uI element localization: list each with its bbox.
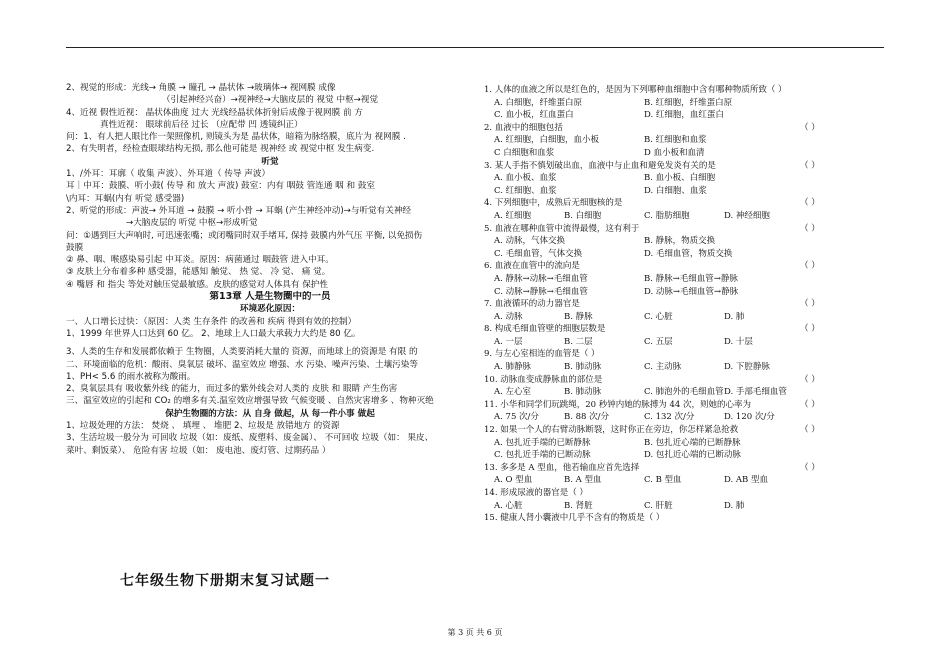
option: D. 红细胞，血红蛋白 — [644, 110, 724, 121]
note-line: ④ 嘴唇 和 指尖 等处对触压觉最敏感。皮肤的感觉对人体具有 保护性 — [66, 279, 328, 290]
option-row — [484, 437, 884, 450]
question-stem — [484, 84, 884, 97]
question-stem — [484, 424, 884, 437]
question-stem — [484, 399, 884, 412]
option: A. 血小板、血浆 — [494, 173, 557, 184]
question-text: 13. 多多是 A 型血，他若输血应首先选择 — [484, 462, 640, 473]
option: D. AB 型血 — [724, 475, 769, 486]
question-text: 10. 动脉血变成静脉血的部位是 — [484, 374, 603, 385]
note-line: 4、近视 假性近视： 晶状体曲度 过大 光线经晶状体折射后成像于视网膜 前 方 — [66, 107, 363, 118]
option: D 血小板和血清 — [644, 147, 705, 158]
option: C. B 型血 — [644, 475, 682, 486]
answer-bracket: （ ） — [800, 122, 820, 133]
option-row — [484, 185, 884, 198]
option: C. 肝脏 — [644, 500, 673, 511]
question-text: 15. 健康人肾小囊液中几乎不含有的物质是（ ） — [484, 513, 665, 524]
note-line: 2、臭氧层具有 吸收紫外线 的能力，而过多的紫外线会对人类的 皮肤 和 眼睛 产生伤害 — [66, 384, 398, 395]
option: D. 包扎近心端的已断动脉 — [644, 450, 741, 461]
option: B. 静脉，物质交换 — [644, 236, 716, 247]
question-text: 14. 形成尿液的器官是（ ） — [484, 488, 588, 498]
option-row — [484, 386, 884, 399]
exam-title: 七年级生物下册期末复习试题一 — [120, 573, 330, 589]
answer-bracket: （ ） — [800, 261, 820, 272]
option: B. 二层 — [564, 336, 593, 347]
question-stem — [484, 122, 884, 135]
option: A. 肺静脉 — [494, 362, 532, 373]
option: C. 动脉→静脉→毛细血管 — [494, 286, 588, 297]
questions-column — [484, 84, 884, 525]
option: A. 包扎近手端的已断静脉 — [494, 437, 591, 448]
option: B. 包扎近心端的已断静脉 — [644, 437, 741, 448]
option-row — [484, 286, 884, 299]
option-row — [484, 411, 884, 424]
question-stem — [484, 462, 884, 475]
option-row — [484, 109, 884, 122]
section-heading: 听觉 — [261, 156, 279, 167]
note-line: 三、温室效应的引起和 CO₂ 的增多有关.温室效应增强导致 气候变暖 、自然灾害增多 、物种灭绝 — [66, 396, 434, 407]
option: A. 白细胞，纤维蛋白原 — [494, 97, 583, 108]
question-text: 1. 人体的血液之所以是红色的，是因为下列哪种血细胞中含有哪种物质所致（ ） — [484, 85, 787, 95]
answer-bracket: （ ） — [800, 299, 820, 310]
question-stem — [484, 223, 884, 236]
note-line: （引起神经兴奋）→视神经→大脑皮层的 视觉 中枢→视觉 — [161, 95, 379, 106]
option-row — [484, 97, 884, 110]
option: B. 肺动脉 — [564, 362, 602, 373]
option: A. 左心室 — [494, 387, 532, 398]
option: D. 神经细胞 — [724, 210, 770, 221]
note-line: 鼓膜 — [66, 242, 84, 253]
question-stem — [484, 487, 884, 500]
option: D. 动脉→毛细血管→静脉 — [644, 286, 739, 297]
note-line: 2、有失明者，经检查眼球结构无损, 那么他可能是 视神经 或 视觉中枢 发生病变. — [66, 144, 375, 155]
option-row — [484, 500, 884, 513]
option: A. 75 次/分 — [494, 412, 539, 423]
note-line: ③ 皮肤上分布着多种 感受器，能感知 触觉、 热 觉、 冷 觉、 痛 觉。 — [66, 267, 331, 278]
section-heading: 保护生物圈的方法：从 自身 做起，从 每一件小事 做起 — [165, 408, 375, 419]
option: B. 肾脏 — [564, 500, 593, 511]
option: B. 红细胞，纤维蛋白原 — [644, 97, 733, 108]
option: C. 血小板，红血蛋白 — [494, 110, 574, 121]
answer-bracket: （ ） — [800, 198, 820, 209]
note-line: 2、听觉的形成：声波→ 外耳道 → 鼓膜 → 听小骨 → 耳蜗 (产生神经冲动)→与听觉有关神经 — [66, 205, 412, 216]
option: B. 88 次/分 — [564, 412, 610, 423]
option: A. 一层 — [494, 336, 523, 347]
option: B. 静脉 — [564, 311, 593, 322]
note-line: 耳｜中耳：鼓膜、听小鼓( 传导 和 放大 声波) 鼓室：内有 咽鼓 管连通 咽 和 鼓室 — [66, 181, 376, 192]
option: B. 肺动脉 — [564, 387, 602, 398]
option-row — [484, 235, 884, 248]
note-line: 菜叶、剩饭菜）、 危险有害 垃圾（如： 废电池、废灯管、过期药品 ） — [66, 445, 331, 456]
option: D. 120 次/分 — [724, 412, 775, 423]
question-text: 3. 某人手指不慎划破出血，血液中与止血和避免发炎有关的是 — [484, 160, 716, 171]
note-line: 二、环境面临的危机：酸雨、臭氧层 破坏、温室效应 增强、水 污染、噪声污染、土壤污染等 — [66, 359, 418, 370]
note-line: 3、人类的生存和发展都依赖于 生物圈，人类要消耗大量的 资源，而地球上的资源是 有限 的 — [66, 347, 418, 358]
answer-bracket: （ ） — [800, 160, 820, 171]
question-stem — [484, 348, 884, 361]
note-line: 1、1999 年世界人口达到 60 亿。 2、地球上人口最大承载力大约是 80 亿。 — [66, 328, 361, 339]
answer-bracket: （ ） — [800, 223, 820, 234]
review-notes-column — [66, 82, 474, 457]
question-stem — [484, 323, 884, 336]
answer-bracket: （ ） — [800, 324, 820, 335]
note-line: 问：1、有人把人眼比作一架照像机, 则镜头为是 晶状体，暗箱为脉络膜，底片为 视网膜 . — [66, 132, 406, 143]
option: A. O 型血 — [494, 475, 533, 486]
option-row — [484, 210, 884, 223]
option: C. 红细胞、血浆 — [494, 185, 557, 196]
option: A. 心脏 — [494, 500, 523, 511]
option-row — [484, 361, 884, 374]
note-line: 一、人口增长过快：（原因：人类 生存条件 的改善和 疾病 得到有效的控制） — [66, 316, 357, 327]
question-stem — [484, 260, 884, 273]
question-text: 5. 血液在哪种血管中流得最慢，这有利于 — [484, 223, 640, 234]
note-line: 2、视觉的形成：光线→ 角膜 → 瞳孔 → 晶状体 →玻璃体→ 视网膜 成像 — [66, 83, 336, 93]
option: C. 脂肪细胞 — [644, 210, 690, 221]
option: D. 下腔静脉 — [724, 362, 770, 373]
option: B. A 型血 — [564, 475, 602, 486]
option-row — [484, 248, 884, 261]
option-row — [484, 449, 884, 462]
question-stem — [484, 298, 884, 311]
top-rule — [66, 47, 884, 48]
option: D. 白细胞、血浆 — [644, 185, 707, 196]
option: B. 血小板、白细胞 — [644, 173, 716, 184]
answer-bracket: （ ） — [800, 462, 820, 473]
note-line: \内耳：耳蜗(内有 听觉 感受器) — [66, 193, 185, 204]
note-line: 真性近视： 眼球前后径 过长 （应配带 凹 透镜纠正） — [100, 119, 303, 130]
question-text: 12. 如果一个人的右臂动脉断裂，这时你正在旁边，你怎样紧急抢救 — [484, 425, 739, 436]
option-row — [484, 273, 884, 286]
option-row — [484, 336, 884, 349]
question-stem — [484, 197, 884, 210]
option-row — [484, 311, 884, 324]
option: C. 毛细血管，气体交换 — [494, 248, 583, 259]
answer-bracket: （ ） — [800, 374, 820, 385]
question-text: 8. 构成毛细血管壁的细胞层数是 — [484, 324, 606, 335]
note-line: →大脑皮层的 听觉 中枢→形成听觉 — [126, 218, 258, 229]
option: D. 十层 — [724, 336, 753, 347]
option: C. 心脏 — [644, 311, 673, 322]
option: B. 白细胞 — [564, 210, 602, 221]
option: D. 肺 — [724, 500, 745, 511]
question-text: 4. 下列细胞中，成熟后无细胞核的是 — [484, 198, 623, 209]
option-row — [484, 147, 884, 160]
note-line: 问：①遇到巨大声响时, 可迅速张嘴；或闭嘴同时双手堵耳, 保持 鼓膜内外气压 平衡, 以免损伤 — [66, 230, 423, 241]
question-text: 2. 血液中的细胞包括 — [484, 122, 563, 133]
option: C. 肺泡外的毛细血管 — [644, 387, 724, 398]
note-line: 1、/外耳：耳廓（ 收集 声波）、外耳道（ 传导 声波） — [66, 169, 271, 180]
note-line: ② 鼻、咽、喉感染易引起 中耳炎。原因：病菌通过 咽鼓管 进入中耳。 — [66, 255, 334, 266]
note-line: 1、垃圾处理的方法： 焚烧 、 填埋 、 堆肥 2、垃圾是 放错地方 的资源 — [66, 421, 340, 432]
option: C. 五层 — [644, 336, 673, 347]
option: A. 动脉，气体交换 — [494, 236, 566, 247]
page-footer: 第 3 页 共 6 页 — [447, 628, 503, 637]
question-text: 9. 与左心室相连的血管是（ ） — [484, 349, 600, 360]
option: C. 包扎近手端的已断动脉 — [494, 450, 591, 461]
option-row — [484, 134, 884, 147]
option: D. 手部毛细血管 — [724, 387, 787, 398]
option-row — [484, 474, 884, 487]
option: A. 红细胞，白细胞，血小板 — [494, 135, 600, 146]
question-text: 6. 血液在血管中的流向是 — [484, 261, 580, 272]
option-row — [484, 172, 884, 185]
chapter-heading: 第13章 人是生物圈中的一员 — [209, 291, 331, 303]
option: C. 132 次/分 — [644, 412, 695, 423]
question-stem — [484, 374, 884, 387]
answer-bracket: （ ） — [800, 399, 820, 410]
question-text: 11. 小华和同学们玩跳绳，20 秒钟内她的脉搏为 44 次，则她的心率为 — [484, 399, 751, 410]
question-text: 7. 血液循环的动力器官是 — [484, 299, 580, 310]
option: B. 红细胞和血浆 — [644, 135, 707, 146]
question-stem — [484, 512, 884, 525]
option: C 白细胞和血浆 — [494, 147, 555, 158]
note-line: 1、PH< 5.6 的雨水被称为酸雨。 — [66, 371, 196, 382]
option: A. 动脉 — [494, 311, 523, 322]
option: A. 红细胞 — [494, 210, 532, 221]
answer-bracket: （ ） — [800, 425, 820, 436]
question-stem — [484, 160, 884, 173]
option: B. 静脉→毛细血管→静脉 — [644, 273, 738, 284]
option: D. 肺 — [724, 311, 745, 322]
option: C. 主动脉 — [644, 362, 682, 373]
option: D. 毛细血管，物质交换 — [644, 248, 733, 259]
note-line: 3、生活垃圾一般分为 可回收 垃圾（如：废纸、废塑料、废金属）、 不可回收 垃圾（如： 果皮、 — [66, 433, 434, 444]
section-heading: 环境恶化原因： — [239, 304, 301, 315]
option: A. 静脉→动脉→毛细血管 — [494, 273, 588, 284]
